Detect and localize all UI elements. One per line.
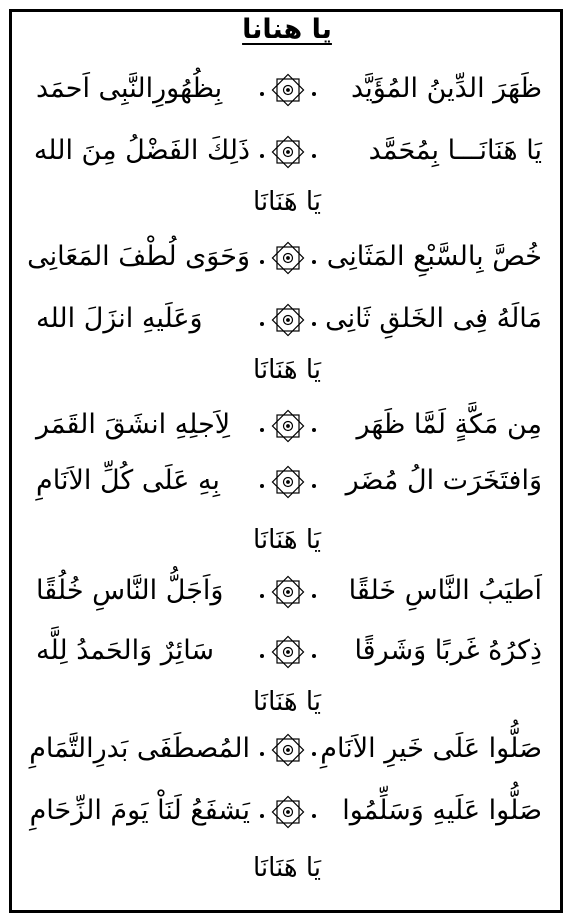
- octagram-ornament-icon: [256, 238, 320, 278]
- verse-first-hemistich: صَلُّوا عَلَيهِ وَسَلِّمُوا: [342, 795, 542, 826]
- verse-line: [0, 786, 574, 836]
- octagram-ornament-icon: [256, 300, 320, 340]
- poem-title: يا هنانا: [242, 14, 332, 45]
- verse-second-hemistich: المُصطَفَى بَدرِالتَّمَامِ: [29, 733, 250, 764]
- verse-second-hemistich: وَعَلَيهِ انزَلَ الله: [36, 303, 203, 334]
- verse-first-hemistich: صَلُّوا عَلَى خَيرِ الاَنَامِ: [320, 733, 542, 764]
- octagram-ornament-icon: [256, 132, 320, 172]
- verse-second-hemistich: يَشفَعُ لَنَاْ يَومَ الزِّحَامِ: [29, 795, 250, 826]
- verse-line: [0, 566, 574, 616]
- verse-second-hemistich: وَحَوَى لُطْفَ المَعَانِى: [27, 241, 250, 272]
- verse-line: [0, 626, 574, 676]
- refrain: يَا هَنَانَا: [252, 187, 322, 217]
- octagram-ornament-icon: [256, 70, 320, 110]
- verse-line: [0, 64, 574, 114]
- verse-first-hemistich: ذِكرُهُ غَربًا وَشَرقًا: [354, 635, 542, 666]
- verse-first-hemistich: ظَهَرَ الدِّينُ المُؤَيَّد: [351, 73, 542, 104]
- verse-first-hemistich: خُصَّ بِالسَّبْعِ المَثَانِى: [326, 241, 542, 272]
- verse-line: [0, 724, 574, 774]
- verse-line: [0, 232, 574, 282]
- verse-line: [0, 400, 574, 450]
- verse-second-hemistich: ذَلِكَ الفَضْلُ مِنَ الله: [33, 135, 250, 166]
- octagram-ornament-icon: [256, 572, 320, 612]
- verse-line: [0, 126, 574, 176]
- octagram-ornament-icon: [256, 730, 320, 770]
- refrain: يَا هَنَانَا: [252, 687, 322, 717]
- verse-first-hemistich: اَطيَبُ النَّاسِ خَلقًا: [348, 575, 542, 606]
- octagram-ornament-icon: [256, 406, 320, 446]
- verse-first-hemistich: وَافتَخَرَت الُ مُضَر: [345, 465, 542, 496]
- verse-second-hemistich: بِهِ عَلَى كُلِّ الاَنَامِ: [36, 465, 220, 496]
- verse-first-hemistich: مِن مَكَّةٍ لَمَّا ظَهَر: [356, 409, 542, 440]
- refrain: يَا هَنَانَا: [252, 853, 322, 883]
- octagram-ornament-icon: [256, 632, 320, 672]
- verse-first-hemistich: يَا هَنَانَـــا بِمُحَمَّد: [368, 135, 542, 166]
- verse-second-hemistich: سَائِرٌ وَالحَمدُ لِلَّه: [36, 635, 215, 666]
- verse-line: [0, 456, 574, 506]
- octagram-ornament-icon: [256, 792, 320, 832]
- verse-line: [0, 294, 574, 344]
- verse-second-hemistich: لِاَجلِهِ انشَقَ القَمَر: [36, 409, 231, 440]
- verse-second-hemistich: وَاَجَلُّ النَّاسِ خُلُقًا: [36, 575, 224, 606]
- verse-second-hemistich: بِظُهُورِالنَّبِى اَحمَد: [36, 73, 223, 104]
- refrain: يَا هَنَانَا: [252, 355, 322, 385]
- octagram-ornament-icon: [256, 462, 320, 502]
- refrain: يَا هَنَانَا: [252, 525, 322, 555]
- verse-first-hemistich: مَالَهُ فِى الخَلقِ ثَانِى: [325, 303, 542, 334]
